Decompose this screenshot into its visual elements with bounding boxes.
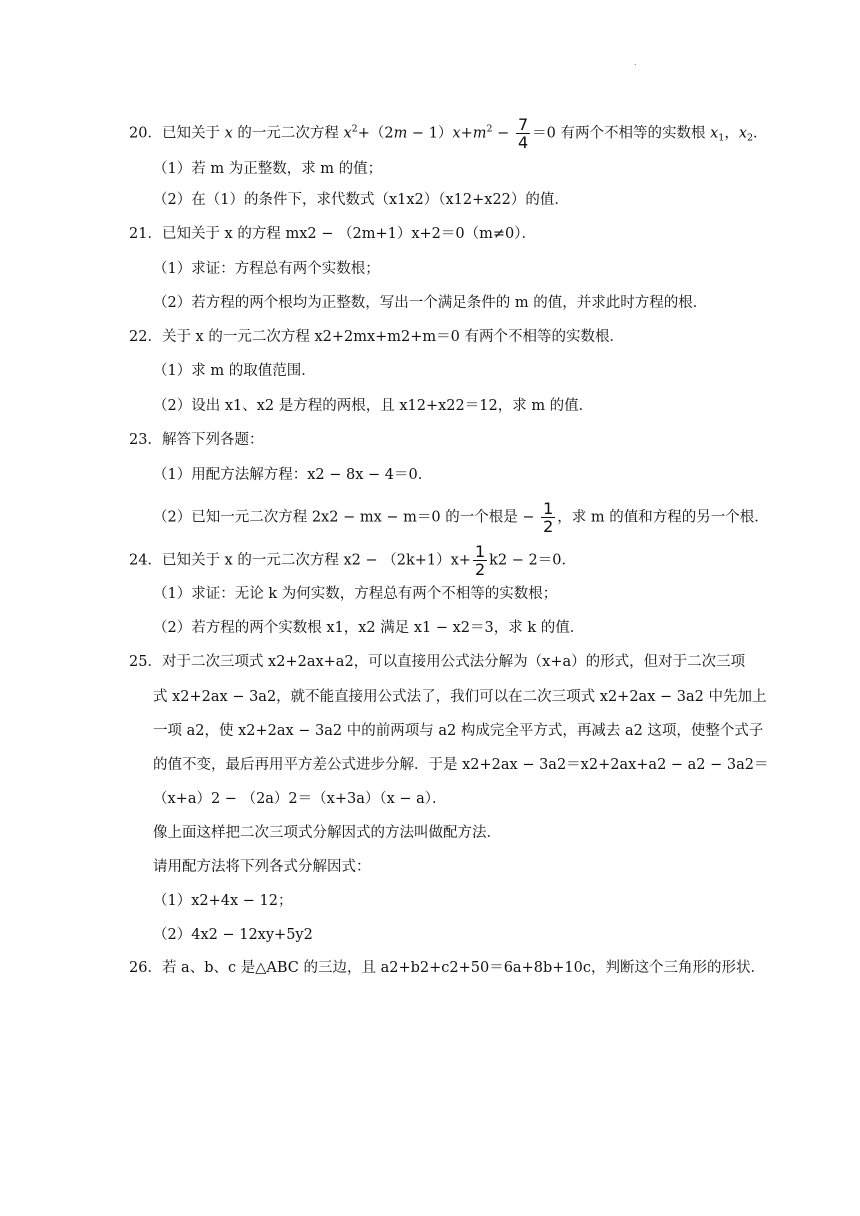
question-23: 23．解答下列各题： [129,432,264,448]
q20-subquestion-2: （2）在（1）的条件下，求代数式（x1x2）（x12+x22）的值． [153,192,569,208]
question-22: 22．关于 x 的一元二次方程 x2+2mx+m2+m＝0 有两个不相等的实数根． [129,329,625,345]
fraction: $\frac{1}{2}$ [474,542,486,579]
q25-paragraph-line: 式 x2+2ax − 3a2，就不能直接用公式法了，我们可以在二次三项式 x2+2ax − 3a2 中先加上 [153,689,767,705]
question-number: 21． [129,226,162,242]
fraction: $\frac{7}{4}$ [517,115,529,152]
q24-subquestion-1: （1）求证：无论 k 为何实数，方程总有两个不相等的实数根； [153,586,558,602]
q25-subquestion-2: （2）4x2 − 12xy+5y2 [153,927,313,943]
question-24: 24．已知关于 x 的一元二次方程 x2 − （2k+1）x+ $\frac{1}{2}$ k2 − 2＝0． [129,542,576,579]
question-number: 20． [129,125,162,142]
q25-paragraph-line: 的值不变，最后再用平方差公式进步分解．于是 x2+2ax − 3a2＝x2+2ax+a2 − a2 − 3a2＝ [153,757,769,773]
q25-subquestion-1: （1）x2+4x − 12； [153,893,293,909]
q25-paragraph-line: 一项 a2，使 x2+2ax − 3a2 中的前两项与 a2 构成完全平方式，再减去 a2 这项，使整个式子 [153,723,764,739]
q24-subquestion-2: （2）若方程的两个实数根 x1，x2 满足 x1 − x2＝3，求 k 的值． [153,620,585,636]
q22-subquestion-1: （1）求 m 的取值范围． [153,363,316,379]
corner-dot: . [634,58,637,67]
q23-subquestion-2: （2）已知一元二次方程 2x2 − mx − m＝0 的一个根是 − $\frac{1}{2}$ ，求 m 的值和方程的另一个根． [153,499,769,536]
q25-paragraph-line: 请用配方法将下列各式分解因式： [153,859,371,875]
question-number: 24． [129,552,162,569]
question-20: 20．已知关于 x 的一元二次方程 $x^2+(2m - 1)x+m^2$ − $\frac{7}{4}$ ＝0 有两个不相等的实数根 $x_1$，$x_2$． [129,115,768,152]
question-21: 21．已知关于 x 的方程 mx2 − （2m+1）x+2＝0（m≠0）． [129,226,536,242]
question-number: 23． [129,432,162,448]
question-number: 25． [129,654,162,670]
question-26: 26．若 a、b、c 是△ABC 的三边，且 a2+b2+c2+50＝6a+8b+10c，判断这个三角形的形状． [129,960,765,976]
q25-paragraph-line: 像上面这样把二次三项式分解因式的方法叫做配方法． [153,825,501,841]
question-number: 26． [129,960,162,976]
question-number: 22． [129,329,162,345]
question-25: 25．对于二次三项式 x2+2ax+a2，可以直接用公式法分解为（x+a）的形式，但对于二次三项 [129,654,746,670]
q20-subquestion-1: （1）若 m 为正整数，求 m 的值； [153,161,383,177]
q23-subquestion-1: （1）用配方法解方程：x2 − 8x − 4＝0． [153,467,433,483]
q25-paragraph-line: （x+a）2 − （2a）2＝（x+3a）（x − a）． [153,791,447,807]
q21-subquestion-1: （1）求证：方程总有两个实数根； [153,261,380,277]
fraction: $\frac{1}{2}$ [543,499,554,536]
q21-subquestion-2: （2）若方程的两个根均为正整数，写出一个满足条件的 m 的值，并求此时方程的根． [153,295,708,311]
q22-subquestion-2: （2）设出 x1、x2 是方程的两根，且 x12+x22＝12，求 m 的值． [153,398,594,414]
